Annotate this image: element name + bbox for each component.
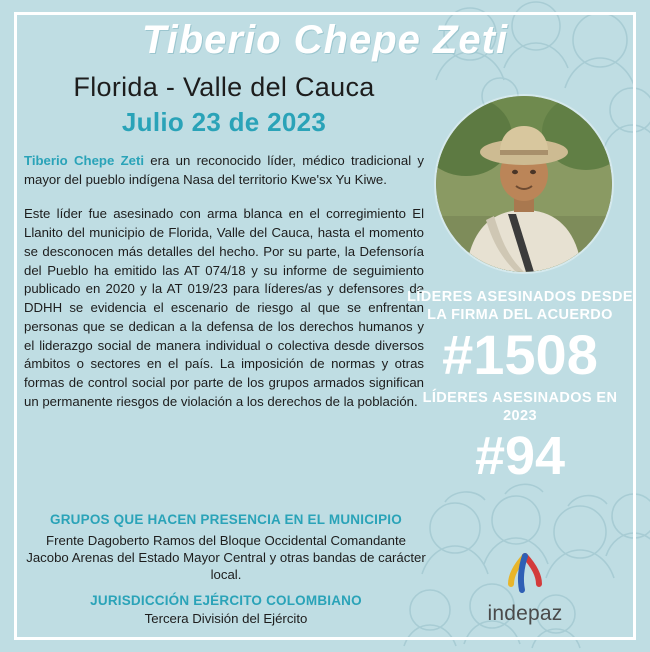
total-killed-value: #1508 (442, 323, 598, 387)
jurisdiction-heading: JURISDICCIÓN EJÉRCITO COLOMBIANO (90, 593, 362, 609)
total-killed-label: LÍDERES ASESINADOS DESDE LA FIRMA DEL ACUERDO (407, 289, 633, 324)
armed-groups-heading: GRUPOS QUE HACEN PRESENCIA EN EL MUNICIPIO (50, 512, 402, 527)
indepaz-logo (450, 552, 600, 626)
year-killed-label: LÍDERES ASESINADOS EN 2023 (422, 390, 618, 425)
intro-paragraph (24, 152, 424, 189)
footer-block (24, 512, 428, 626)
ribbon-icon (450, 552, 600, 600)
statistics-block (404, 288, 636, 484)
body-paragraph: Este líder fue asesinado con arma blanca en el corregimiento El Llanito del municipio de Florida, Valle del Cauca, hasta el momento se desconocen más detalles del hecho. Por su parte, la Defensoría del Pueblo ha emitido las AT 074/18 y su informe de seguimiento publicado en 2020 y la AT 019/23 para líderes/as y defensores de DDHH se evidencia el escenario de riesgo al que se enfrentan personas que se dedican a la defensa de los derechos humanos y el liderazgo social de manera individual o colectiva desde diversos ámbitos o sectores en el país. La imposición de normas y otras formas de control social por parte de los grupos armados significan un permanente riesgos de violación a los derechos de la población. (24, 206, 424, 409)
victim-name: Tiberio Chepe Zeti (24, 153, 145, 168)
left-column (24, 72, 424, 412)
year-killed-value: #94 (474, 425, 566, 486)
date-text: Julio 23 de 2023 (121, 107, 327, 137)
intro-rest: era un reconocido líder, médico tradicional y mayor del pueblo indígena Nasa del territorio Kwe'sx Yu Kiwe. (24, 153, 424, 187)
logo-text: indepaz (487, 602, 563, 625)
page-title: Tiberio Chepe Zeti (141, 18, 509, 62)
jurisdiction-body: Tercera División del Ejército (144, 611, 308, 627)
armed-groups-body: Frente Dagoberto Ramos del Bloque Occidental Comandante Jacobo Arenas del Estado Mayor Central y otras bandas de carácter local. (26, 532, 426, 583)
location-text: Florida - Valle del Cauca (73, 72, 375, 102)
victim-portrait (436, 96, 612, 272)
